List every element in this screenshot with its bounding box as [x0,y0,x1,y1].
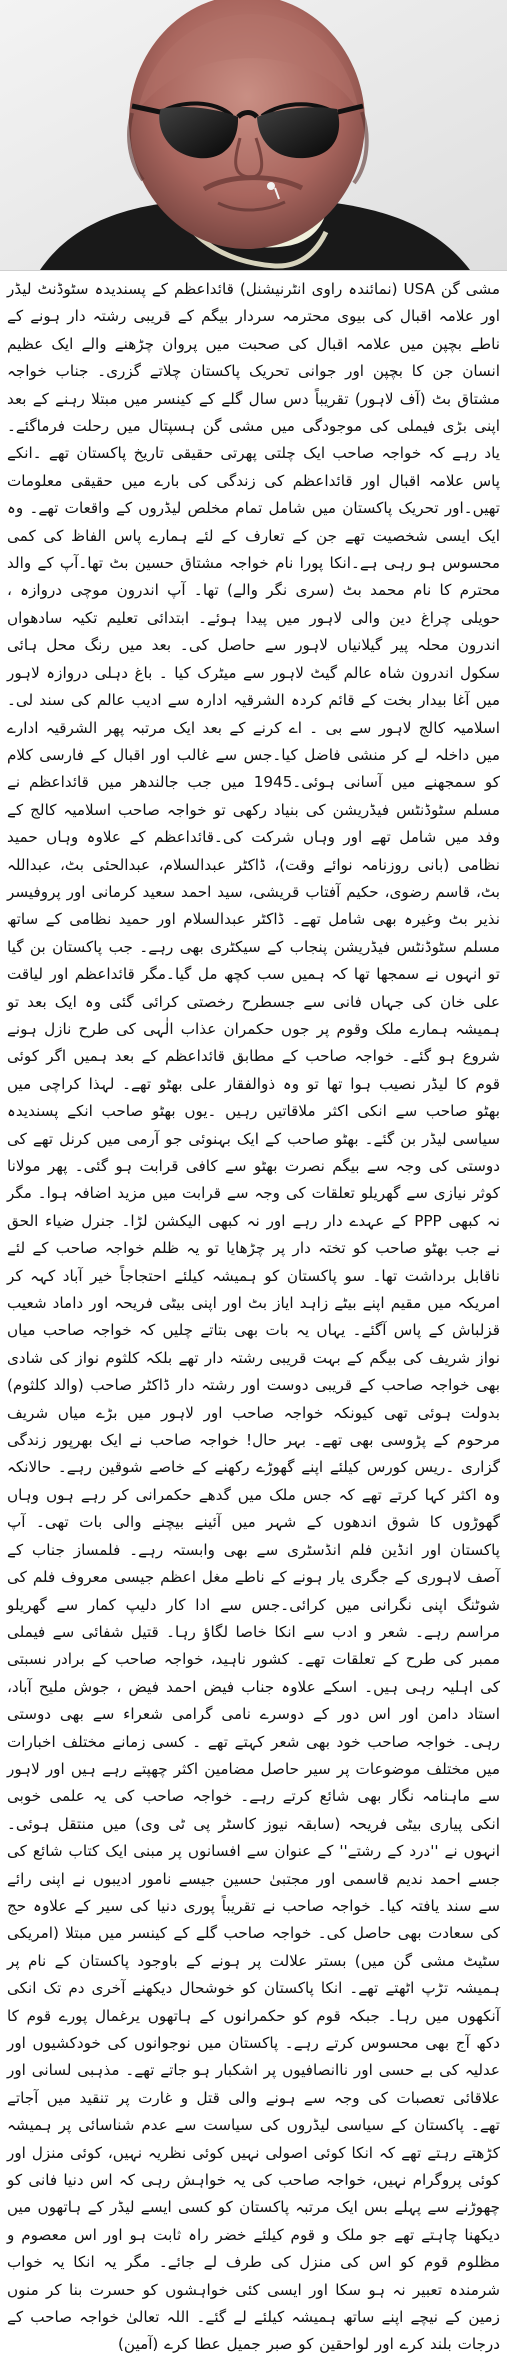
article-body [7,276,500,2354]
portrait-image [0,0,507,270]
portrait-photo [0,0,507,271]
article-paragraph: مشی گن USA (نمائندہ راوی انٹرنیشنل) قائداعظم کے پسندیدہ سٹوڈنٹ لیڈر اور علامہ اقبال کی بیوی محترمہ سردار بیگم کے قریبی رشتہ دار ہونے کے ناطے بچپن میں علامہ اقبال کی صحبت میں پروان چڑھنے والے ایک عظیم انسان جن کا بچپن اور جوانی تحریک پاکستان چلاتے گزری۔ جناب خواجہ مشتاق بٹ (آف لاہور) تقریباً دس سال گلے کے کینسر میں مبتلا رہنے کے بعد اپنی بڑی فیملی کی موجودگی میں مشی گن ہسپتال میں رحلت فرماگئے۔ یاد رہے کہ خواجہ صاحب ایک چلتی پھرتی حقیقی تاریخ پاکستان تھے ۔انکے پاس علامہ اقبال اور قائداعظم کی زندگی کی بارے میں حقیقی معلومات تھیں۔اور تحریک پاکستان میں شامل تمام مخلص لیڈروں کے واقعات تھے۔ وہ ایک ایسی شخصیت تھے جن کے تعارف کے لئے ہمارے پاس الفاظ کی کمی محسوس ہو رہی ہے۔انکا پورا نام خواجہ مشتاق حسین بٹ تھا۔آپ کے والد محترم کا نام محمد بٹ (سری نگر والے) تھا۔ آپ اندرون موچی دروازہ ، حویلی چراغ دین والی لاہور میں پیدا ہوئے۔ ابتدائی تعلیم تکیہ سادھواں اندرون محلہ پیر گیلانیاں لاہور سے حاصل کی۔ بعد میں رنگ محل ہائی سکول اندرون شاہ عالم گیٹ لاہور سے میٹرک کیا ۔ باغ دہلی دروازہ لاہور میں آغا بیدار بخت کے قائم کردہ الشرقیہ ادارہ سے ادیب عالم کی سند لی۔ اسلامیہ کالج لاہور سے بی ۔ اے کرنے کے بعد ایک مرتبہ پھر الشرقیہ ادارے میں داخلہ لے کر منشی فاضل کیا۔جس سے غالب اور اقبال کے فارسی کلام کو سمجھنے میں آسانی ہوئی۔1945 میں جب جالندھر میں قائداعظم نے مسلم سٹوڈنٹس فیڈریشن کی بنیاد رکھی تو خواجہ صاحب اسلامیہ کالج کے وفد میں شامل تھے اور وہاں شرکت کی۔قائداعظم کے علاوہ وہاں حمید نظامی (بانی روزنامہ نوائے وقت)، ڈاکٹر عبدالسلام، عبدالحئی بٹ، عبداللہ بٹ، قاسم رضوی، حکیم آفتاب قریشی، سید احمد سعید کرمانی اور پروفیسر نذیر بٹ وغیرہ بھی شامل تھے۔ ڈاکٹر عبدالسلام اور حمید نظامی کے ساتھ مسلم سٹوڈنٹس فیڈریشن پنجاب کے سیکٹری بھی رہے۔ جب پاکستان بن گیا تو انہوں نے سمجھا تھا کہ ہمیں سب کچھ مل گیا۔مگر قائداعظم اور لیاقت علی خان کی جہاں فانی سے جسطرح رخصتی کرائی گئی وہ ایک بعد تو ہمیشہ ہمارے ملک وقوم پر جوں حکمران عذاب الٰہی کی طرح نازل ہونے شروع ہو گئے۔ خواجہ صاحب کے مطابق قائداعظم کے بعد ہمیں اگر کوئی قوم کا لیڈر نصیب ہوا تھا تو وہ ذوالفقار علی بھٹو تھے۔ لہذا کراچی میں بھٹو صاحب سے انکی اکثر ملاقاتیں رہیں ۔یوں بھٹو صاحب انکے پسندیدہ سیاسی لیڈر بن گئے۔ بھٹو صاحب کے ایک بہنوئی جو آرمی میں کرنل تھے کی دوستی کی وجہ سے بیگم نصرت بھٹو سے کافی قرابت ہو گئی۔ پھر مولانا کوثر نیازی سے گھریلو تعلقات کی وجہ سے قرابت میں مزید اضافہ ہوا۔ مگر نہ کبھی PPP کے عہدے دار رہے اور نہ کبھی الیکشن لڑا۔ جنرل ضیاء الحق نے جب بھٹو صاحب کو تختہ دار پر چڑھایا تو یہ ظلم خواجہ صاحب کے لئے ناقابل برداشت تھا۔ سو پاکستان کو ہمیشہ کیلئے احتجاجاً خیر آباد کہہ کر امریکہ میں مقیم اپنے بیٹے زاہد ایاز بٹ اور اپنی بیٹی فریحہ اور داماد شعیب قزلباش کے پاس آگئے۔ یہاں یہ بات بھی بتاتے چلیں کہ خواجہ صاحب میاں نواز شریف کی بیگم کے بہت قریبی رشتہ دار تھے بلکہ کلثوم نواز کی شادی بھی خواجہ صاحب کے قریبی دوست اور رشتہ دار ڈاکٹر صاحب (والد کلثوم) بدولت ہوئی تھی کیونکہ خواجہ صاحب اور لاہور میں بڑے میاں شریف مرحوم کے پڑوسی بھی تھے۔ بہر حال! خواجہ صاحب نے ایک بھرپور زندگی گزاری ۔ریس کورس کیلئے اپنے گھوڑے رکھنے کے خاصے شوقین رہے۔ حالانکہ وہ اکثر کہا کرتے تھے کہ جس ملک میں گدھے حکمرانی کر رہے ہوں وہاں گھوڑوں کا شوق اندھوں کے شہر میں آئینے بیچنے والی بات تھی۔ آپ پاکستان اور انڈین فلم انڈسٹری سے بھی وابستہ رہے۔ فلمساز جناب کے آصف لاہوری کے جگری یار ہونے کے ناطے مغل اعظم جیسی معروف فلم کی شوٹنگ اپنی نگرانی میں کرائی۔جس سے ادا کار دلیپ کمار سے گھریلو مراسم رہے۔ شعر و ادب سے انکا خاصا لگاؤ رہا۔ قتیل شفائی سے فیملی ممبر کی طرح کے تعلقات تھے۔ کشور ناہید، خواجہ صاحب کے برادر نسبتی کی اہلیہ رہی ہیں۔ اسکے علاوہ جناب فیض احمد فیض ، جوش ملیح آباد، استاد دامن اور اس دور کے دوسرے نامی گرامی شعراء سے بھی دوستی رہی۔ خواجہ صاحب خود بھی شعر کہتے تھے ۔ کسی زمانے مختلف اخبارات میں مختلف موضوعات پر سیر حاصل مضامین اکثر چھپتے رہے ہیں اور لاہور سے ماہنامہ نگار بھی شائع کرتے رہے۔ خواجہ صاحب کی یہ علمی خوبی انکی پیاری بیٹی فریحہ (سابقہ نیوز کاسٹر پی ٹی وی) میں منتقل ہوئی۔ انہوں نے ''درد کے رشتے'' کے عنوان سے افسانوں پر مبنی ایک کتاب شائع کی جسے احمد ندیم قاسمی اور مجتبیٰ حسین جیسے نامور ادیبوں نے اپنی رائے سے سند یافتہ کیا۔ خواجہ صاحب نے تقریباً پوری دنیا کی سیر کے علاوہ حج کی سعادت بھی حاصل کی۔ خواجہ صاحب گلے کے کینسر میں مبتلا (امریکی سٹیٹ مشی گن میں) بستر علالت پر ہونے کے باوجود پاکستان کے نام پر ہمیشہ تڑپ اٹھتے تھے۔ انکا پاکستان کو خوشحال دیکھنے آخری دم تک انکی آنکھوں میں رہا۔ جبکہ قوم کو حکمرانوں کے ہاتھوں یرغمال پورے قوم کا دکھ آج بھی محسوس کرتے رہے۔ پاکستان میں نوجوانوں کی خودکشیوں اور عدلیہ کی بے حسی اور ناانصافیوں پر اشکبار ہو جاتے تھے۔ مذہبی لسانی اور علاقائی تعصبات کی وجہ سے ہونے والی قتل و غارت پر تنقید میں آجاتے تھے۔ پاکستان کے سیاسی لیڈروں کی سیاست سے عدم شناسائی پر ہمیشہ کڑھتے رہتے تھے کہ انکا کوئی اصولی نہیں کوئی نظریہ نہیں، کوئی منزل اور کوئی پروگرام نہیں، خواجہ صاحب کی یہ خواہش رہی کہ اس دنیا فانی کو چھوڑنے سے پہلے بس ایک مرتبہ پاکستان کو کسی ایسے لیڈر کے ہاتھوں میں دیکھنا چاہتے تھے جو ملک و قوم کیلئے خضر راہ ثابت ہو اور اس معصوم و مظلوم قوم کو اس کی منزل کی طرف لے جائے۔ مگر یہ انکا یہ خواب شرمندہ تعبیر نہ ہو سکا اور ایسی کئی خواہشوں کو حسرت بنا کر منوں زمین کے نیچے اپنے ساتھ ہمیشہ کیلئے لے گئے۔ اللہ تعالیٰ خواجہ صاحب کے درجات بلند کرے اور لواحقین کو صبر جمیل عطا کرے (آمین) [7,280,500,2354]
